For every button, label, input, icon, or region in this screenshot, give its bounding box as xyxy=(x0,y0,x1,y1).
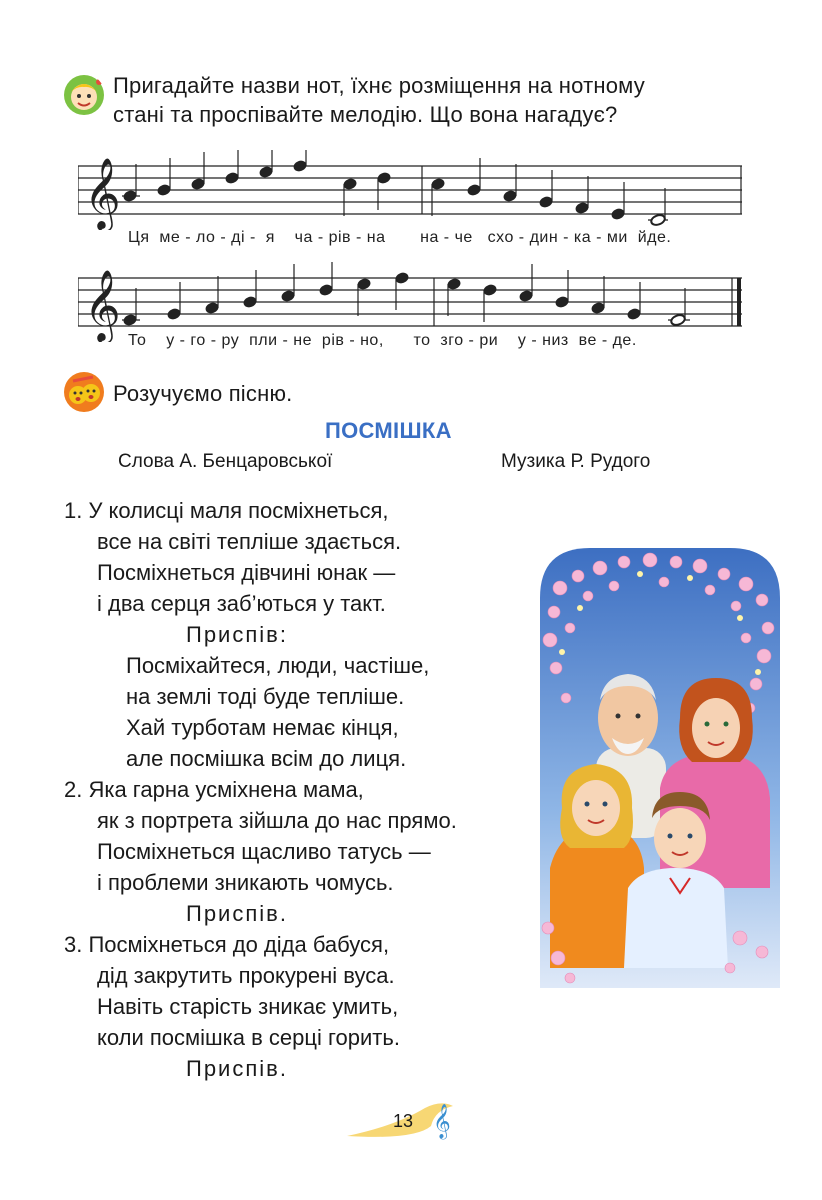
family-illustration xyxy=(540,548,780,988)
verse-line: коли посмішка в серці горить. xyxy=(97,1025,400,1050)
boy-face-icon xyxy=(63,74,105,116)
chorus-line: але посмішка всім до лиця. xyxy=(126,746,407,771)
verse-line: дід закрутить прокурені вуса. xyxy=(97,963,395,988)
chorus-label: Приспів: xyxy=(186,622,288,647)
task2-text: Розучуємо пісню. xyxy=(113,381,293,406)
task1-text-line1: Пригадайте назви нот, їхнє розміщення на нотному xyxy=(113,73,645,98)
chorus-line: на землі тоді буде тепліше. xyxy=(126,684,405,709)
chorus-label: Приспів. xyxy=(186,901,288,926)
verse-line: 3. Посміхнеться до діда бабуся, xyxy=(64,932,390,957)
svg-text:𝄞: 𝄞 xyxy=(84,156,121,229)
music-staff-1 xyxy=(78,150,742,230)
verse-line: і два серця заб’ються у такт. xyxy=(97,591,386,616)
task1-text-line2: стані та проспівайте мелодію. Що вона нагадує? xyxy=(113,102,618,127)
verse-line: Посміхнеться дівчині юнак — xyxy=(97,560,396,585)
singing-faces-icon xyxy=(63,371,105,413)
music-credit: Музика Р. Рудого xyxy=(501,451,651,472)
treble-clef-icon: 𝄞 xyxy=(433,1104,451,1139)
verse-line: і проблеми зникають чомусь. xyxy=(97,870,394,895)
verse-line: як з портрета зійшла до нас прямо. xyxy=(97,808,457,833)
music-staff-2 xyxy=(78,262,742,342)
words-credit: Слова А. Бенцаровської xyxy=(118,451,333,472)
verse-line: 2. Яка гарна усміхнена мама, xyxy=(64,777,364,802)
song-title: ПОСМІШКА xyxy=(325,418,452,443)
staff2-lyrics: То у - го - ру пли - не рів - но, то зго - ри у - низ ве - де. xyxy=(128,332,637,349)
chorus-line: Хай турботам немає кінця, xyxy=(126,715,399,740)
chorus-label: Приспів. xyxy=(186,1056,288,1081)
verse-line: 1. У колисці маля посміхнеться, xyxy=(64,498,389,523)
verse-line: все на світі тепліше здається. xyxy=(97,529,402,554)
verse-line: Навіть старість зникає умить, xyxy=(97,994,399,1019)
verse-line: Посміхнеться щасливо татусь — xyxy=(97,839,431,864)
page-number: 13 xyxy=(393,1111,414,1131)
staff1-lyrics: Ця ме - ло - ді - я ча - рів - на на - че схо - дин - ка - ми йде. xyxy=(128,229,672,246)
chorus-line: Посміхайтеся, люди, частіше, xyxy=(126,653,430,678)
svg-text:𝄞: 𝄞 xyxy=(84,268,121,341)
